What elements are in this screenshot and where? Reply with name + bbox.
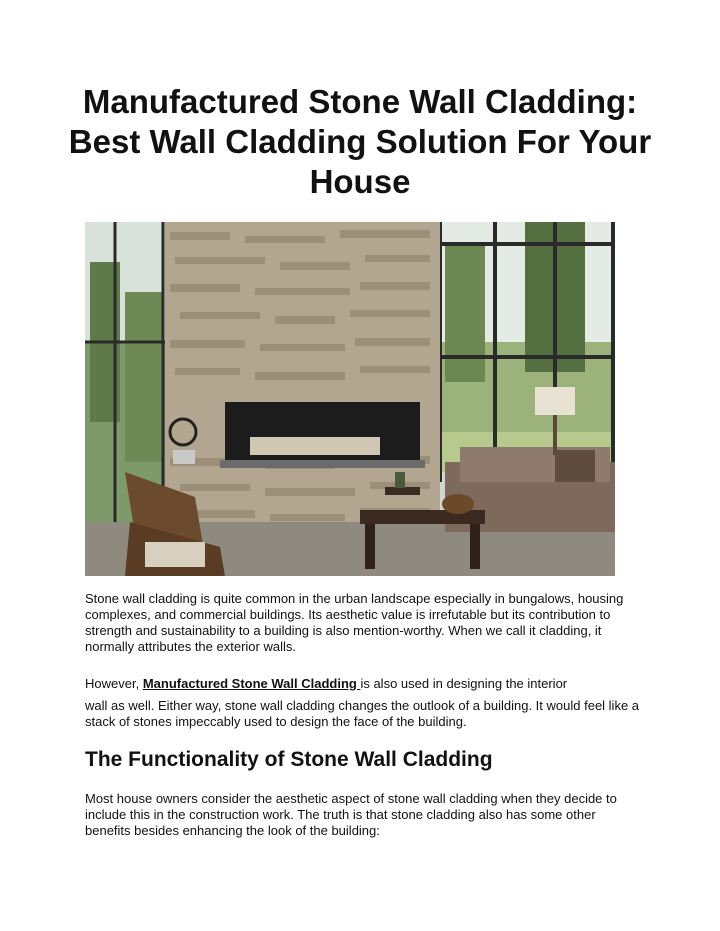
paragraph2-continued: wall as well. Either way, stone wall cladding changes the outlook of a building. It would feel like a stack of stones impeccably used to design the face of the building. (85, 698, 640, 729)
intro-paragraph: Stone wall cladding is quite common in the urban landscape especially in bungalows, housing complexes, and commercial buildings. Its aesthetic value is irrefutable but its contribution to strength and sustainability to a building is also mention-worthy. When we call it cladding, it normally attributes the exterior walls. (85, 591, 624, 654)
page-title: Manufactured Stone Wall Cladding: Best Wall Cladding Solution For Your House (68, 83, 652, 200)
paragraph2-suffix: is also used in designing the interior (360, 676, 568, 691)
living-room-photo (85, 222, 615, 576)
paragraph2-prefix: However, (85, 676, 143, 691)
functionality-paragraph: Most house owners consider the aesthetic aspect of stone wall cladding when they decide to include this in the construction work. The truth is that stone cladding also has some other benefits besides enhancing the look of the building: (85, 791, 617, 838)
section-heading: The Functionality of Stone Wall Cladding (85, 748, 493, 771)
manufactured-stone-link[interactable]: Manufactured Stone Wall Cladding (142, 676, 361, 691)
paragraph-with-link (85, 676, 640, 692)
